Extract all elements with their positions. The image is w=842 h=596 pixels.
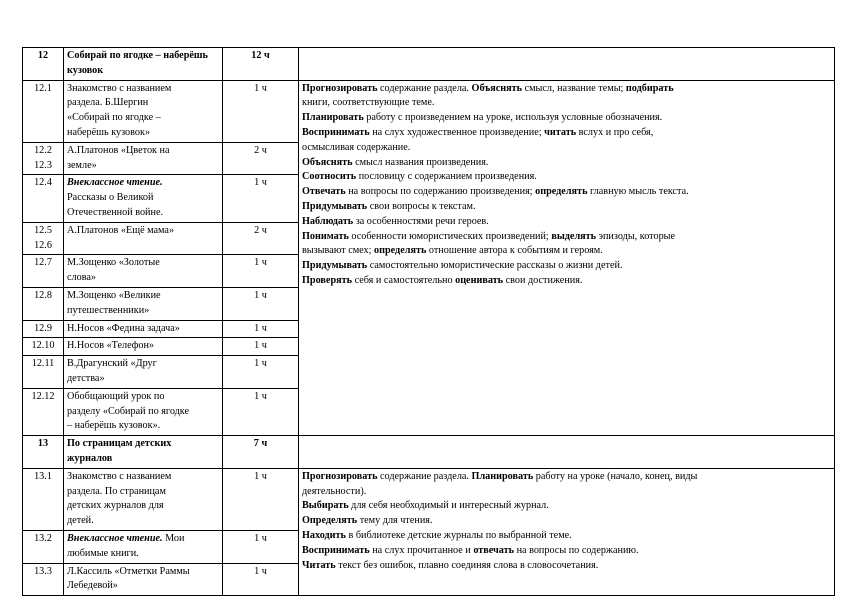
activity-text: самостоятельно юмористические рассказы о жизни детей. — [367, 260, 623, 272]
lesson-number: 13.3 — [23, 563, 64, 596]
activity-verb: подбирать — [625, 82, 674, 94]
activity-line — [302, 185, 831, 200]
lesson-hours: 1 ч — [223, 320, 299, 338]
lesson-row — [23, 80, 835, 142]
activity-text: на вопросы по содержанию произведения; — [345, 186, 536, 198]
lesson-hours: 1 ч — [223, 530, 299, 563]
lesson-topic-line: путешественники» — [67, 304, 150, 316]
activity-verb: Соотносить — [302, 171, 357, 183]
lesson-topic-line: А.Платонов «Ещё мама» — [67, 224, 175, 236]
lesson-topic-line: Лебедевой» — [67, 580, 118, 592]
lesson-number-line: 12.6 — [34, 239, 52, 251]
activity-line — [302, 274, 831, 289]
section-hours: 12 ч — [223, 48, 299, 81]
lesson-topic-tail: Мои — [162, 532, 185, 544]
lesson-topic-line: В.Драгунский «Друг — [67, 358, 157, 370]
activity-verb: Определять — [302, 515, 358, 527]
lesson-topic — [64, 222, 223, 255]
lesson-topic — [64, 287, 223, 320]
lesson-topic-line — [67, 532, 219, 547]
section-activities-empty — [299, 436, 835, 469]
activity-line — [302, 259, 831, 274]
lesson-number: 12.7 — [23, 255, 64, 288]
lesson-topic-line: Н.Носов «Телефон» — [67, 340, 155, 352]
lesson-topic — [64, 255, 223, 288]
activity-text: тему для чтения. — [357, 515, 433, 527]
activity-verb: определять — [535, 186, 588, 198]
lesson-topic-line: Обобщающий урок по — [67, 390, 165, 402]
lesson-number-line: 12.5 — [34, 224, 52, 236]
activity-verb: Выбирать — [302, 500, 349, 512]
lesson-topic-line — [67, 176, 219, 191]
lesson-number: 12.8 — [23, 287, 64, 320]
lesson-number: 12.12 — [23, 388, 64, 435]
activity-text: за особенностями речи героев. — [353, 215, 489, 227]
lesson-number: 12.1 — [23, 80, 64, 142]
activity-line — [302, 170, 831, 185]
activity-verb: Проверять — [302, 274, 353, 286]
activity-line — [302, 244, 831, 259]
lesson-number — [23, 142, 64, 175]
extracurricular-tag: Внеклассное чтение. — [67, 177, 163, 189]
lesson-topic-line: М.Зощенко «Великие — [67, 289, 161, 301]
lesson-hours: 1 ч — [223, 287, 299, 320]
activity-line — [302, 96, 831, 111]
section-number: 13 — [23, 436, 64, 469]
section-activities — [299, 468, 835, 595]
lesson-topic-line: земле» — [67, 159, 97, 171]
lesson-number: 12.10 — [23, 338, 64, 356]
lesson-number: 12.9 — [23, 320, 64, 338]
activity-verb: Воспринимать — [302, 544, 370, 556]
activity-verb: Читать — [302, 559, 336, 571]
activity-text: на слух прочитанное и — [369, 544, 474, 556]
activity-text: смысл, название темы; — [522, 82, 626, 94]
activity-line — [302, 485, 831, 500]
activity-text: свои достижения. — [503, 274, 583, 286]
activity-text: книги, соответствующие теме. — [302, 97, 435, 109]
activity-verb: выделять — [551, 230, 597, 242]
lesson-topic-line: детей. — [67, 515, 94, 527]
activity-text: работу с произведением на уроке, используя условные обозначения. — [363, 112, 663, 124]
activity-verb: Воспринимать — [302, 126, 370, 138]
activity-verb: отвечать — [473, 544, 515, 556]
lesson-topic-line: Н.Носов «Федина задача» — [67, 322, 180, 334]
activity-text: деятельности). — [302, 485, 367, 497]
activity-verb: Прогнозировать — [302, 470, 378, 482]
activity-text: вслух и про себя, — [576, 126, 654, 138]
lesson-row — [23, 468, 835, 530]
lesson-topic — [64, 388, 223, 435]
section-number: 12 — [23, 48, 64, 81]
activity-verb: Объяснять — [302, 156, 353, 168]
activity-text: свои вопросы к текстам. — [367, 200, 476, 212]
lesson-topic-line: раздела. По страницам — [67, 485, 166, 497]
lesson-topic — [64, 175, 223, 222]
activity-verb: Придумывать — [302, 200, 368, 212]
lesson-topic — [64, 468, 223, 530]
lesson-topic-line: детских журналов для — [67, 500, 164, 512]
lesson-topic — [64, 338, 223, 356]
section-activities-empty — [299, 48, 835, 81]
section-title: По страницам детских журналов — [64, 436, 223, 469]
lesson-topic-line: А.Платонов «Цветок на — [67, 144, 170, 156]
lesson-topic-line: Рассказы о Великой — [67, 192, 154, 204]
activity-text: в библиотеке детские журналы по выбранной теме. — [345, 529, 572, 541]
activity-text: текст без ошибок, плавно соединяя слова в словосочетания. — [335, 559, 599, 571]
lesson-topic-line: любимые книги. — [67, 547, 139, 559]
activity-verb: Планировать — [471, 470, 534, 482]
activity-text: главную мысль текста. — [587, 186, 689, 198]
activity-text: вызывают смех; — [302, 245, 375, 257]
lesson-number-line: 12.2 — [34, 144, 52, 156]
lesson-topic — [64, 142, 223, 175]
activity-verb: Наблюдать — [302, 215, 354, 227]
lesson-topic — [64, 80, 223, 142]
activity-line — [302, 499, 831, 514]
activity-text: себя и самостоятельно — [352, 274, 456, 286]
activity-text: осмысливая содержание. — [302, 141, 411, 153]
section-activities — [299, 80, 835, 436]
lesson-hours: 1 ч — [223, 563, 299, 596]
lesson-topic-line: Отечественной войне. — [67, 206, 164, 218]
activity-line — [302, 514, 831, 529]
activity-line — [302, 529, 831, 544]
lesson-topic-line: слова» — [67, 272, 96, 284]
lesson-hours: 1 ч — [223, 80, 299, 142]
lesson-topic-line: разделу «Собирай по ягодке — [67, 405, 190, 417]
lesson-topic — [64, 356, 223, 389]
activity-line — [302, 559, 831, 574]
lesson-topic-line: М.Зощенко «Золотые — [67, 257, 160, 269]
lesson-number-line: 12.3 — [34, 159, 52, 171]
lesson-topic-line: Знакомство с названием — [67, 82, 172, 94]
section-title: Собирай по ягодке – наберёшь кузовок — [64, 48, 223, 81]
activity-verb: Объяснять — [471, 82, 523, 94]
activity-text: особенности юмористических произведений; — [348, 230, 552, 242]
lesson-number: 12.11 — [23, 356, 64, 389]
lesson-hours: 1 ч — [223, 356, 299, 389]
activity-verb: оценивать — [455, 274, 504, 286]
activity-text: на вопросы по содержанию. — [514, 544, 639, 556]
activity-line — [302, 470, 831, 485]
lesson-topic-line: раздела. Б.Шергин — [67, 97, 149, 109]
activity-text: работу на уроке (начало, конец, виды — [533, 470, 698, 482]
lesson-number: 13.2 — [23, 530, 64, 563]
lesson-number — [23, 222, 64, 255]
lesson-topic — [64, 530, 223, 563]
activity-verb: Находить — [302, 529, 346, 541]
activity-verb: Прогнозировать — [302, 82, 378, 94]
activity-text: содержание раздела. — [377, 470, 472, 482]
activity-text: на слух художественное произведение; — [369, 126, 545, 138]
activity-line — [302, 82, 831, 97]
lesson-number: 12.4 — [23, 175, 64, 222]
lesson-hours: 1 ч — [223, 388, 299, 435]
lesson-number: 13.1 — [23, 468, 64, 530]
lesson-hours: 1 ч — [223, 175, 299, 222]
extracurricular-tag: Внеклассное чтение. — [67, 532, 163, 544]
lesson-topic — [64, 563, 223, 596]
activity-line — [302, 156, 831, 171]
lesson-topic-line: детства» — [67, 372, 105, 384]
activity-verb: Понимать — [302, 230, 349, 242]
lesson-hours: 2 ч — [223, 142, 299, 175]
activity-verb: Отвечать — [302, 186, 346, 198]
activity-line — [302, 126, 831, 141]
section-row — [23, 48, 835, 81]
activity-verb: читать — [544, 126, 577, 138]
section-hours: 7 ч — [223, 436, 299, 469]
activity-line — [302, 544, 831, 559]
section-row — [23, 436, 835, 469]
activity-verb: Придумывать — [302, 260, 368, 272]
activity-line — [302, 141, 831, 156]
activity-text: отношение автора к событиям и героям. — [426, 245, 603, 257]
activity-text: смысл названия произведения. — [352, 156, 489, 168]
activity-verb: определять — [374, 245, 427, 257]
lesson-hours: 1 ч — [223, 255, 299, 288]
activity-verb: Планировать — [302, 112, 364, 124]
lesson-plan-table — [22, 47, 835, 596]
lesson-topic-line: наберёшь кузовок» — [67, 126, 151, 138]
lesson-plan-body — [23, 48, 835, 596]
lesson-hours: 1 ч — [223, 468, 299, 530]
activity-text: эпизоды, которые — [596, 230, 676, 242]
lesson-topic — [64, 320, 223, 338]
activity-text: для себя необходимый и интересный журнал. — [348, 500, 549, 512]
activity-line — [302, 200, 831, 215]
lesson-topic-line: Л.Кассиль «Отметки Раммы — [67, 565, 190, 577]
lesson-hours: 2 ч — [223, 222, 299, 255]
lesson-topic-line: – наберёшь кузовок». — [67, 420, 161, 432]
activity-line — [302, 230, 831, 245]
activity-text: содержание раздела. — [377, 82, 472, 94]
activity-line — [302, 111, 831, 126]
lesson-topic-line: «Собирай по ягодке – — [67, 112, 161, 124]
lesson-topic-line: Знакомство с названием — [67, 470, 172, 482]
activity-text: пословицу с содержанием произведения. — [356, 171, 537, 183]
activity-line — [302, 215, 831, 230]
lesson-hours: 1 ч — [223, 338, 299, 356]
